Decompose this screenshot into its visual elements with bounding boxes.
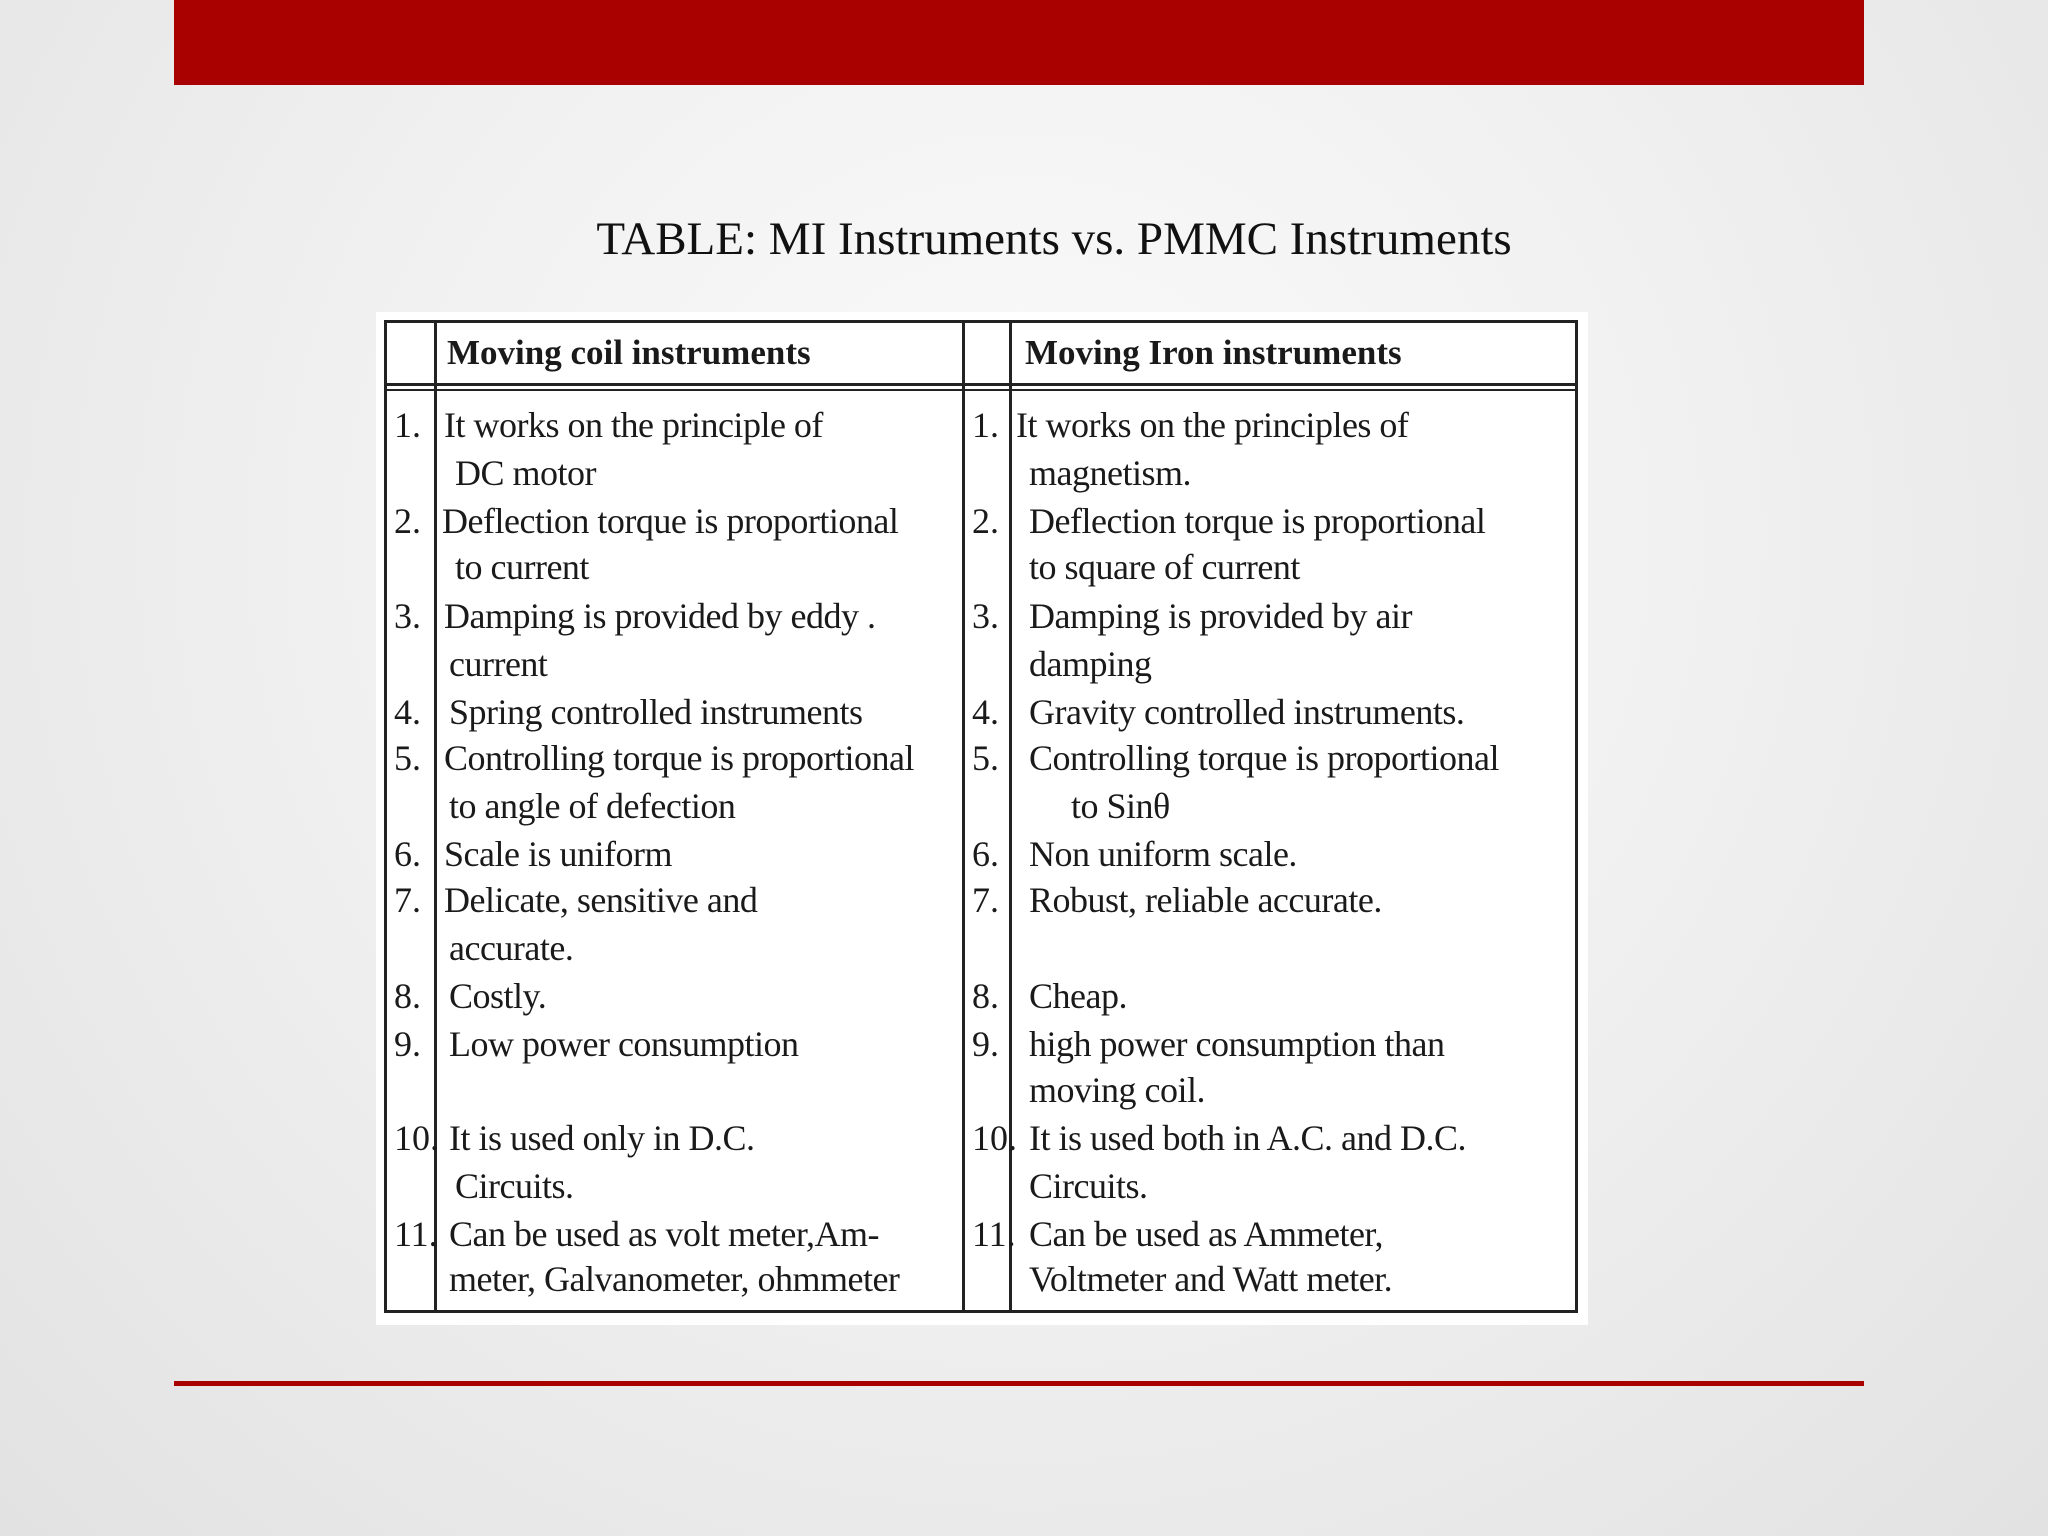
row-number: 1. <box>972 405 999 445</box>
row-number: 1. <box>394 405 421 445</box>
cell-line: Low power consumption <box>449 1024 799 1064</box>
cell-line: It works on the principles of <box>1016 405 1409 445</box>
cell-line: Circuits. <box>455 1166 574 1206</box>
cell-line: to angle of defection <box>449 786 736 826</box>
cell-line: to current <box>455 547 589 587</box>
row-number: 10. <box>394 1118 439 1158</box>
cell-line: It is used both in A.C. and D.C. <box>1029 1118 1467 1158</box>
cell-line: Non uniform scale. <box>1029 834 1297 874</box>
row-number: 7. <box>394 880 421 920</box>
row-number: 8. <box>972 976 999 1016</box>
row-number: 2. <box>394 501 421 541</box>
cell-line: Damping is provided by air <box>1029 596 1412 636</box>
cell-line: DC motor <box>455 453 597 493</box>
row-number: 5. <box>972 738 999 778</box>
row-number: 3. <box>394 596 421 636</box>
cell-line: Delicate, sensitive and <box>444 880 758 920</box>
cell-line: Cheap. <box>1029 976 1127 1016</box>
header-divider <box>387 383 1575 386</box>
cell-line: magnetism. <box>1029 453 1191 493</box>
table-frame <box>384 320 1578 1313</box>
bottom-accent-rule <box>174 1381 1864 1386</box>
row-number: 7. <box>972 880 999 920</box>
cell-line: high power consumption than <box>1029 1024 1445 1064</box>
center-divider <box>962 323 965 1310</box>
cell-line: to Sinθ <box>1071 786 1170 826</box>
row-number: 9. <box>972 1024 999 1064</box>
cell-line: damping <box>1029 644 1152 684</box>
cell-line: It works on the principle of <box>444 405 823 445</box>
comparison-table <box>376 312 1588 1325</box>
cell-line: Controlling torque is proportional <box>444 738 914 778</box>
right-number-divider <box>1009 323 1012 1310</box>
cell-line: Deflection torque is proportional <box>1029 501 1486 541</box>
cell-line: Can be used as Ammeter, <box>1029 1214 1383 1254</box>
row-number: 6. <box>394 834 421 874</box>
cell-line: moving coil. <box>1029 1070 1205 1110</box>
top-accent-bar <box>174 0 1864 85</box>
slide-title: TABLE: MI Instruments vs. PMMC Instruments <box>596 213 1512 265</box>
cell-line: Can be used as volt meter,Am- <box>449 1214 879 1254</box>
cell-line: Spring controlled instruments <box>449 692 863 732</box>
row-number: 8. <box>394 976 421 1016</box>
cell-line: accurate. <box>449 928 574 968</box>
cell-line: Damping is provided by eddy . <box>444 596 876 636</box>
row-number: 4. <box>972 692 999 732</box>
cell-line: to square of current <box>1029 547 1300 587</box>
cell-line: meter, Galvanometer, ohmmeter <box>449 1259 900 1299</box>
header-divider-double <box>387 389 1575 391</box>
cell-line: Deflection torque is proportional <box>442 501 899 541</box>
cell-line: Robust, reliable accurate. <box>1029 880 1382 920</box>
header-moving-iron: Moving Iron instruments <box>1025 333 1402 372</box>
cell-line: It is used only in D.C. <box>449 1118 755 1158</box>
cell-line: Scale is uniform <box>444 834 672 874</box>
row-number: 10. <box>972 1118 1017 1158</box>
cell-line: Gravity controlled instruments. <box>1029 692 1465 732</box>
cell-line: Voltmeter and Watt meter. <box>1029 1259 1393 1299</box>
cell-line: Costly. <box>449 976 547 1016</box>
header-moving-coil: Moving coil instruments <box>447 333 811 372</box>
row-number: 5. <box>394 738 421 778</box>
row-number: 6. <box>972 834 999 874</box>
cell-line: Controlling torque is proportional <box>1029 738 1499 778</box>
row-number: 3. <box>972 596 999 636</box>
row-number: 2. <box>972 501 999 541</box>
cell-line: Circuits. <box>1029 1166 1148 1206</box>
row-number: 9. <box>394 1024 421 1064</box>
left-number-divider <box>434 323 437 1310</box>
row-number: 11. <box>972 1214 1016 1254</box>
row-number: 4. <box>394 692 421 732</box>
row-number: 11. <box>394 1214 438 1254</box>
cell-line: current <box>449 644 548 684</box>
